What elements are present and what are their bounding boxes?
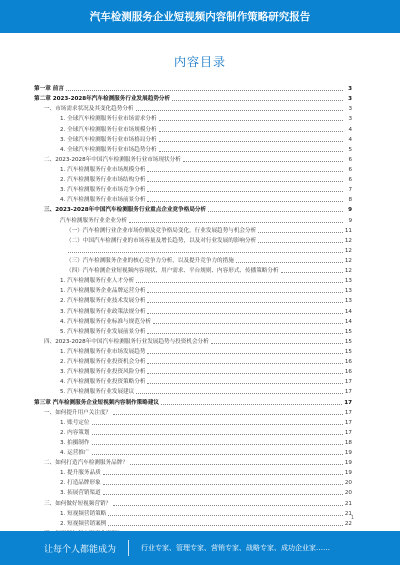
toc-leader-dots: [92, 444, 343, 445]
toc-leader-dots: [103, 484, 343, 485]
toc-entry-title: （三）汽车检测服务企业的核心竞争力分析，以及提升竞争力的措施: [66, 257, 234, 264]
toc-entry-page: 4: [348, 136, 352, 143]
toc-leader-dots: [136, 282, 343, 283]
toc-entry-page: 3: [348, 86, 352, 93]
toc-entry[interactable]: [34, 135, 352, 145]
toc-leader-dots: [129, 222, 343, 223]
toc-leader-dots: [136, 110, 343, 111]
toc-leader-dots: [147, 201, 343, 202]
toc-entry[interactable]: [34, 94, 352, 104]
toc-entry-page: 13: [344, 298, 352, 305]
toc-entry-title: 3. 汽车检测服务行业投资风险分析: [60, 369, 146, 376]
toc-entry-page: 3: [348, 96, 352, 103]
table-of-contents: [34, 84, 352, 539]
toc-leader-dots: [211, 343, 343, 344]
footer-tagline: 行业专家、管理专家、营销专家、战略专家、成功企业家……: [141, 544, 331, 552]
toc-entry-title: 第二章 2023-2028年汽车检测服务行业发展趋势分析: [34, 96, 171, 103]
toc-leader-dots: [281, 272, 343, 273]
toc-entry[interactable]: [34, 408, 352, 418]
toc-entry-page: 8: [348, 197, 352, 204]
toc-leader-dots: [208, 211, 343, 212]
toc-leader-dots: [147, 292, 342, 293]
toc-entry-title: 第三章 汽车检测服务企业短视频内容制作策略建议: [34, 399, 160, 406]
toc-entry[interactable]: [34, 337, 352, 347]
toc-entry-title: 四、2023-2028年中国汽车检测服务行业发展趋势与投资机会分析: [44, 338, 209, 345]
toc-leader-dots: [92, 424, 343, 425]
toc-entry-title: 1. 汽车检测服务行业人才分析: [60, 278, 135, 285]
toc-leader-dots: [159, 141, 343, 142]
toc-entry[interactable]: [34, 84, 352, 94]
toc-entry-title: 2. 汽车检测服务行业投资机会分析: [60, 359, 146, 366]
toc-entry-title: 第一章 前言: [34, 86, 64, 93]
toc-entry[interactable]: [34, 397, 352, 407]
toc-entry-title: 5. 汽车检测服务行业发展建议: [60, 389, 135, 396]
toc-entry[interactable]: [34, 347, 352, 357]
toc-entry-title: 三、如何做好短视频营销？: [44, 500, 112, 507]
toc-entry-page: 21: [344, 500, 352, 507]
toc-leader-dots: [108, 525, 343, 526]
toc-entry-page: 12: [344, 257, 352, 264]
toc-entry[interactable]: [34, 387, 352, 397]
toc-entry-title: 一、如何提升用户关注度？: [44, 409, 112, 416]
toc-entry[interactable]: [34, 498, 352, 508]
toc-entry-title: 2. 内容策划: [60, 429, 90, 436]
toc-entry-page: 15: [344, 348, 352, 355]
toc-entry-page: 19: [344, 460, 352, 467]
toc-entry-page: 6: [348, 166, 352, 173]
toc-entry-title: 2. 短视频营销案例: [60, 520, 107, 527]
toc-entry-title: 4. 汽车检测服务行业标准与规范分析: [60, 318, 152, 325]
toc-entry-page: 13: [344, 278, 352, 285]
toc-entry-page: 9: [348, 207, 352, 214]
toc-entry[interactable]: [34, 327, 352, 337]
footer-banner: [0, 531, 400, 565]
toc-entry-page: 13: [344, 288, 352, 295]
toc-entry[interactable]: [34, 428, 352, 438]
toc-entry-page: 15: [344, 328, 352, 335]
toc-entry[interactable]: [34, 468, 352, 478]
toc-entry[interactable]: [34, 104, 352, 114]
toc-entry[interactable]: [34, 195, 352, 205]
toc-leader-dots: [147, 383, 342, 384]
toc-entry-page: 20: [344, 490, 352, 497]
toc-entry[interactable]: [34, 377, 352, 387]
toc-heading: 内容目录: [173, 55, 226, 69]
footer-divider: [128, 540, 129, 556]
toc-entry-page: 12: [344, 268, 352, 275]
toc-entry[interactable]: [34, 478, 352, 488]
toc-entry-page: 22: [344, 520, 352, 527]
toc-entry[interactable]: [34, 317, 352, 327]
toc-entry-page: 19: [344, 470, 352, 477]
toc-leader-dots: [258, 232, 343, 233]
toc-leader-dots: [147, 191, 343, 192]
toc-leader-dots: [236, 262, 343, 263]
toc-entry-title: 1. 汽车检测服务行业市场规模分析: [60, 166, 146, 173]
toc-entry-page: 17: [344, 409, 352, 416]
toc-entry-page: 16: [344, 369, 352, 376]
toc-leader-dots: [159, 131, 343, 132]
toc-entry-title: 4. 汽车检测服务行业投资策略分析: [60, 379, 146, 386]
toc-entry[interactable]: [34, 276, 352, 286]
toc-leader-dots: [103, 474, 343, 475]
toc-leader-dots: [92, 434, 343, 435]
toc-entry-page: 4: [348, 126, 352, 133]
toc-entry-page: 12: [344, 247, 352, 254]
toc-leader-dots: [159, 120, 343, 121]
toc-entry[interactable]: [34, 256, 352, 266]
toc-entry-page: 19: [344, 450, 352, 457]
toc-leader-dots: [113, 505, 343, 506]
toc-leader-dots: [147, 171, 343, 172]
toc-entry-page: 17: [344, 379, 352, 386]
toc-entry-page: 15: [344, 338, 352, 345]
toc-entry-title: 3. 汽车检测服务行业市场竞争分析: [60, 187, 146, 194]
toc-entry-page: 21: [344, 510, 352, 517]
toc-entry[interactable]: [34, 286, 352, 296]
toc-entry[interactable]: [34, 185, 352, 195]
toc-entry-title: 3. 拍摄制作: [60, 439, 90, 446]
toc-entry-page: 17: [344, 399, 352, 406]
toc-entry[interactable]: [34, 215, 352, 225]
toc-entry[interactable]: [34, 165, 352, 175]
toc-leader-dots: [147, 353, 342, 354]
page-number: 1: [350, 515, 354, 521]
toc-entry[interactable]: [34, 175, 352, 185]
toc-leader-dots: [147, 181, 343, 182]
toc-leader-dots: [147, 302, 342, 303]
toc-entry-title: 2. 打造品牌形象: [60, 480, 101, 487]
toc-entry[interactable]: [34, 488, 352, 498]
header-banner: [0, 0, 400, 33]
toc-entry-title: 二、2023-2028年中国汽车检测服务行业市场现状分析: [44, 156, 181, 163]
footer-slogan: 让每个人都能成为: [44, 544, 117, 555]
toc-entry[interactable]: [34, 124, 352, 134]
toc-entry-title: 4. 运营推广: [60, 450, 90, 457]
toc-entry-page: 17: [344, 389, 352, 396]
toc-entry-title: 3. 全球汽车检测服务行业市场格局分析: [60, 136, 157, 143]
toc-entry-page: 14: [344, 318, 352, 325]
toc-leader-dots: [92, 454, 343, 455]
toc-entry[interactable]: [34, 367, 352, 377]
toc-entry[interactable]: [34, 266, 352, 276]
toc-entry-title: 3. 汽车检测服务行业政策法规分析: [60, 308, 146, 315]
toc-entry-title: 2. 汽车检测服务行业技术发展分析: [60, 298, 146, 305]
toc-entry-title: （四）汽车检测企业短视频内容现状、用户需求、平台规则、内容形式、传播策略分析: [66, 268, 279, 275]
toc-entry[interactable]: [34, 236, 352, 246]
toc-leader-dots: [147, 333, 342, 334]
toc-entry-title: 二、如何打造汽车检测服务品牌？: [44, 460, 128, 467]
toc-leader-dots: [147, 313, 342, 314]
toc-entry[interactable]: [34, 246, 352, 256]
toc-entry-page: 14: [344, 308, 352, 315]
toc-entry-title: 4. 全球汽车检测服务行业市场趋势分析: [60, 146, 157, 153]
toc-entry-title: 3. 拓展营销渠道: [60, 490, 101, 497]
toc-entry[interactable]: [34, 306, 352, 316]
toc-entry-page: 6: [348, 156, 352, 163]
toc-entry-page: 9: [348, 217, 352, 224]
toc-entry-page: 20: [344, 480, 352, 487]
toc-entry-page: 12: [344, 237, 352, 244]
toc-entry-title: 1. 提升服务品质: [60, 470, 101, 477]
toc-entry-title: 5. 汽车检测服务行业发展前景分析: [60, 328, 146, 335]
toc-entry[interactable]: [34, 226, 352, 236]
toc-entry[interactable]: [34, 114, 352, 124]
toc-entry-title: 1. 全球汽车检测服务行业市场需求分析: [60, 116, 157, 123]
toc-entry[interactable]: [34, 458, 352, 468]
toc-entry-title: 4. 汽车检测服务行业市场前景分析: [60, 197, 146, 204]
toc-entry-title: 2. 全球汽车检测服务行业市场规模分析: [60, 126, 157, 133]
toc-entry-page: 5: [348, 146, 352, 153]
toc-leader-dots: [113, 414, 343, 415]
toc-leader-dots: [103, 494, 343, 495]
toc-leader-dots: [153, 323, 343, 324]
toc-entry[interactable]: [34, 145, 352, 155]
toc-entry-title: 1. 短视频营销策略: [60, 510, 107, 517]
toc-entry-page: 11: [344, 227, 352, 234]
toc-entry-title: 三、2023-2028年中国汽车检测服务行业重点企业竞争格局分析: [44, 207, 207, 214]
toc-leader-dots: [183, 161, 343, 162]
toc-entry-title: 汽车检测服务行业企业分析: [60, 217, 128, 224]
toc-entry-title: 2. 汽车检测服务行业市场结构分析: [60, 177, 146, 184]
toc-entry-page: 17: [344, 419, 352, 426]
toc-entry[interactable]: [34, 155, 352, 165]
toc-entry[interactable]: [34, 509, 352, 519]
toc-entry-title: （一）汽车检测行业企业市场份额及竞争格局变化，行业发展趋势与机会分析: [66, 227, 257, 234]
toc-entry-title: 一、市场需求状况及其变化趋势分析: [44, 106, 134, 113]
toc-entry-page: 6: [348, 177, 352, 184]
toc-entry-title: 1. 汽车检测服务企业品牌运营分析: [60, 288, 146, 295]
toc-leader-dots: [136, 393, 343, 394]
toc-entry[interactable]: [34, 296, 352, 306]
toc-entry[interactable]: [34, 357, 352, 367]
toc-leader-dots: [68, 252, 343, 253]
toc-entry-page: 3: [348, 116, 352, 123]
toc-leader-dots: [108, 515, 343, 516]
toc-entry-page: 17: [344, 429, 352, 436]
toc-leader-dots: [147, 373, 342, 374]
toc-entry[interactable]: [34, 438, 352, 448]
report-title: 汽车检测服务企业短视频内容制作策略研究报告: [89, 11, 311, 23]
toc-entry[interactable]: [34, 519, 352, 529]
toc-leader-dots: [130, 464, 343, 465]
toc-leader-dots: [159, 151, 343, 152]
toc-entry-page: 7: [348, 187, 352, 194]
toc-leader-dots: [161, 404, 342, 405]
toc-entry-page: 18: [344, 439, 352, 446]
toc-entry[interactable]: [34, 418, 352, 428]
toc-entry-page: 3: [348, 106, 352, 113]
toc-leader-dots: [258, 242, 343, 243]
toc-leader-dots: [66, 90, 343, 91]
toc-entry[interactable]: [34, 205, 352, 215]
toc-leader-dots: [172, 100, 343, 101]
toc-entry-title: （二）中国汽车检测行业的市场容量及增长趋势，以及对行业发展的影响分析: [66, 237, 257, 244]
toc-entry-title: 1. 汽车检测服务行业市场发展趋势: [60, 348, 146, 355]
toc-entry-title: 1. 账号定位: [60, 419, 90, 426]
toc-entry[interactable]: [34, 448, 352, 458]
toc-entry-page: 16: [344, 359, 352, 366]
toc-leader-dots: [147, 363, 342, 364]
